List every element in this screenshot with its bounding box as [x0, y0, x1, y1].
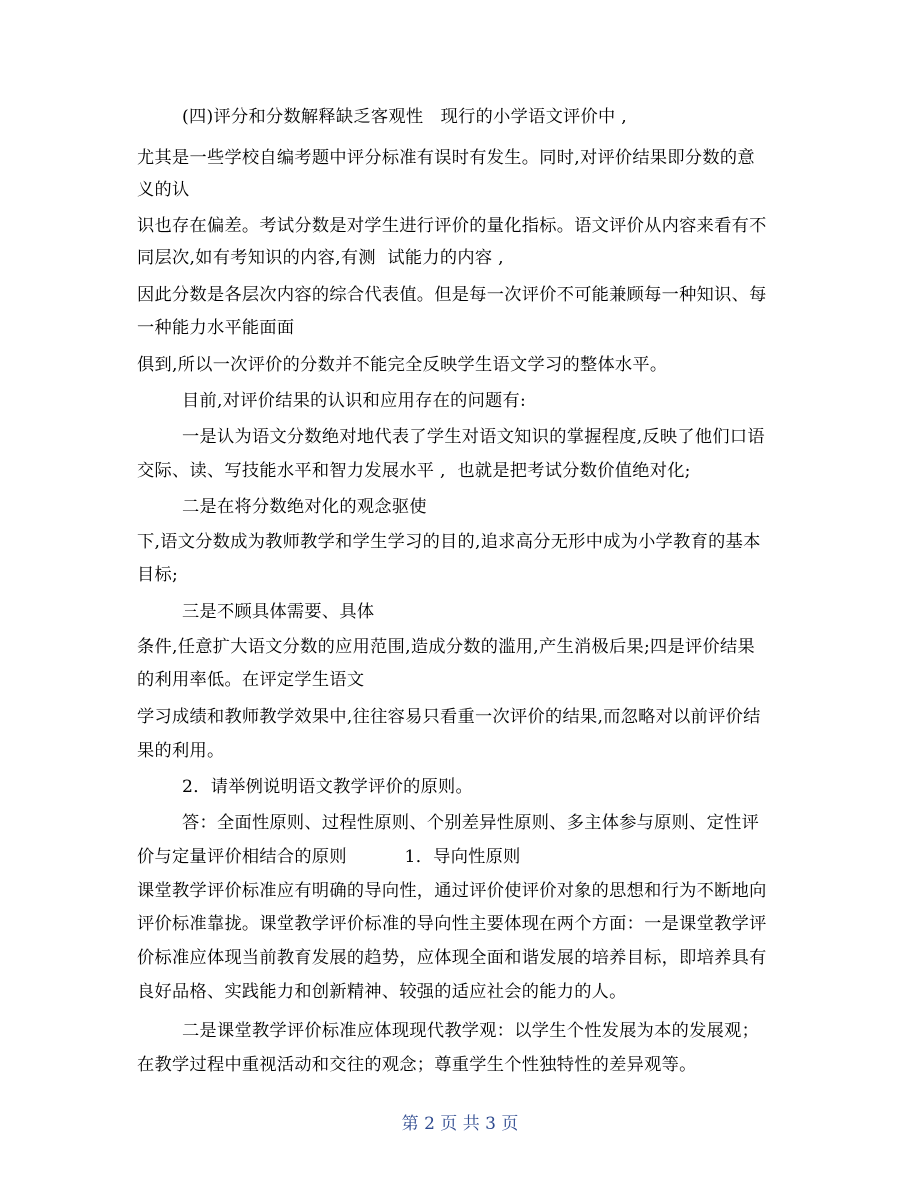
paragraph-line: 目标;	[137, 565, 179, 585]
paragraph-line: 一种能力水平能面面	[137, 318, 295, 338]
paragraph-line: 二是课堂教学评价标准应体现现代教学观：以学生个性发展为本的发展观；	[182, 1021, 760, 1041]
paragraph-line: 学习成绩和教师教学效果中,往往容易只看重一次评价的结果,而忽略对以前评价结	[137, 707, 761, 727]
paragraph-line: 三是不顾具体需要、具体	[182, 602, 375, 622]
paragraph-line: 俱到,所以一次评价的分数并不能完全反映学生语文学习的整体水平。	[137, 355, 668, 375]
paragraph-line: 一是认为语文分数绝对地代表了学生对语文知识的掌握程度,反映了他们口语	[182, 427, 765, 447]
paragraph-line: 价标准应体现当前教育发展的趋势，应体现全面和谐发展的培养目标，即培养具有	[137, 948, 767, 968]
paragraph-line: 在教学过程中重视活动和交往的观念；尊重学生个性独特性的差异观等。	[137, 1055, 697, 1075]
paragraph-line: 良好品格、实践能力和创新精神、较强的适应社会的能力的人。	[137, 982, 627, 1002]
paragraph-line: (四)评分和分数解释缺乏客观性 现行的小学语文评价中 ,	[182, 107, 628, 127]
paragraph-line: 果的利用。	[137, 741, 225, 761]
paragraph-line: 价与定量评价相结合的原则 1．导向性原则	[137, 847, 521, 867]
paragraph-line: 评价标准靠拢。课堂教学评价标准的导向性主要体现在两个方面：一是课堂教学评	[137, 914, 767, 934]
paragraph-line: 目前,对评价结果的认识和应用存在的问题有:	[182, 391, 527, 411]
paragraph-line: 因此分数是各层次内容的综合代表值。但是每一次评价不可能兼顾每一种知识、每	[137, 285, 767, 305]
paragraph-line: 条件,任意扩大语文分数的应用范围,造成分数的滥用,产生消极后果;四是评价结果	[137, 637, 755, 657]
paragraph-line: 2．请举例说明语文教学评价的原则。	[182, 777, 474, 797]
paragraph-line: 尤其是一些学校自编考题中评分标准有误时有发生。同时,对评价结果即分数的意	[137, 148, 755, 168]
paragraph-line: 义的认	[137, 180, 190, 200]
paragraph-line: 下,语文分数成为教师教学和学生学习的目的,追求高分无形中成为小学教育的基本	[137, 532, 761, 552]
paragraph-line: 识也存在偏差。考试分数是对学生进行评价的量化指标。语文评价从内容来看有不	[137, 216, 767, 236]
paragraph-line: 同层次,如有考知识的内容,有测 试能力的内容 ,	[137, 248, 504, 268]
page-number-footer: 第 2 页 共 3 页	[401, 1114, 519, 1134]
paragraph-line: 交际、读、写技能水平和智力发展水平 , 也就是把考试分数价值绝对化;	[137, 461, 691, 481]
paragraph-line: 的利用率低。在评定学生语文	[137, 670, 365, 690]
paragraph-line: 答：全面性原则、过程性原则、个别差异性原则、多主体参与原则、定性评	[182, 813, 760, 833]
paragraph-line: 课堂教学评价标准应有明确的导向性，通过评价使评价对象的思想和行为不断地向	[137, 881, 767, 901]
paragraph-line: 二是在将分数绝对化的观念驱使	[182, 497, 427, 517]
